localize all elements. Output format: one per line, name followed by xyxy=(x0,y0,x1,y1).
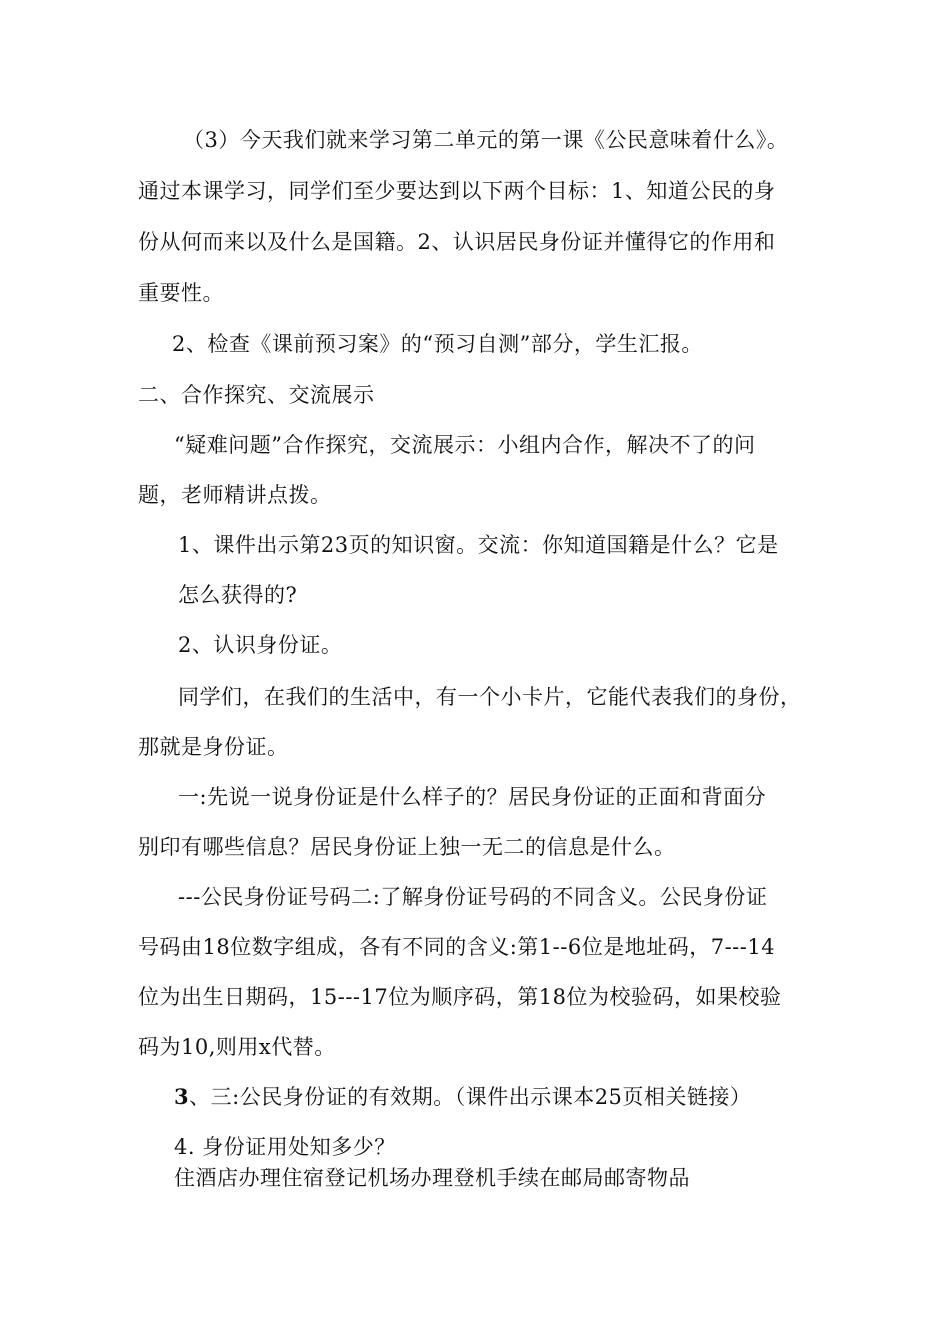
paragraph-line: 2、认识身份证。 xyxy=(178,633,343,657)
paragraph-line: 1、课件出示第23页的知识窗。交流：你知道国籍是什么？它是 xyxy=(178,533,779,557)
paragraph-line: 2、检查《课前预习案》的“预习自测”部分，学生汇报。 xyxy=(172,332,703,356)
paragraph-line: 4. 身份证用处知多少？ xyxy=(174,1135,396,1159)
paragraph-line: 别印有哪些信息？居民身份证上独一无二的信息是什么。 xyxy=(138,835,676,859)
item-number xyxy=(174,1083,751,1111)
paragraph-line: ---公民身份证号码二:了解身份证号码的不同含义。公民身份证 xyxy=(178,885,768,909)
paragraph-line: 号码由18位数字组成，各有不同的含义:第1--6位是地址码，7---14 xyxy=(138,935,776,959)
item-text: 、三:公民身份证的有效期。（课件出示课本25页相关链接） xyxy=(189,1085,752,1109)
paragraph-line: 题，老师精讲点拨。 xyxy=(138,483,332,507)
paragraph-line: （3）今天我们就来学习第二单元的第一课《公民意味着什么》。 xyxy=(183,128,789,152)
paragraph-line: 份从何而来以及什么是国籍。2、认识居民身份证并懂得它的作用和 xyxy=(138,230,776,254)
bold-number: 3 xyxy=(174,1084,190,1109)
paragraph-line: 重要性。 xyxy=(138,281,224,305)
paragraph-line: “疑难问题”合作探究，交流展示：小组内合作，解决不了的问 xyxy=(174,433,756,457)
section-heading: 二、合作探究、交流展示 xyxy=(138,383,375,407)
paragraph-line: 那就是身份证。 xyxy=(138,735,289,759)
paragraph-line: 一:先说一说身份证是什么样子的？居民身份证的正面和背面分 xyxy=(178,785,767,809)
paragraph-line: 位为出生日期码，15---17位为顺序码，第18位为校验码，如果校验 xyxy=(138,985,782,1009)
paragraph-line: 住酒店办理住宿登记机场办理登机手续在邮局邮寄物品 xyxy=(174,1166,690,1190)
paragraph-line: 通过本课学习，同学们至少要达到以下两个目标：1、知道公民的身 xyxy=(138,179,776,203)
paragraph-line: 怎么获得的? xyxy=(178,583,298,607)
paragraph-line: 同学们，在我们的生活中，有一个小卡片，它能代表我们的身份， xyxy=(178,685,802,709)
paragraph-line: 码为10,则用x代替。 xyxy=(138,1035,336,1059)
